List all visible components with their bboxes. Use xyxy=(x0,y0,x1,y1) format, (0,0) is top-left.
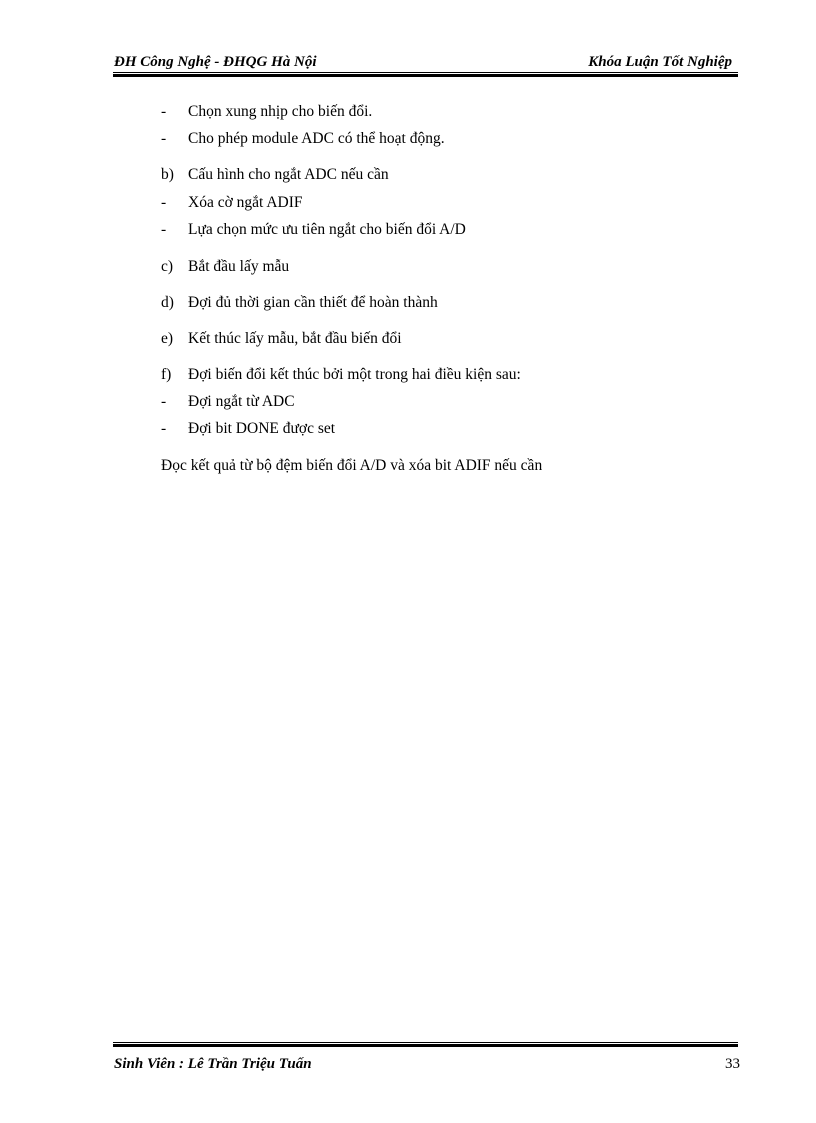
footer-rule xyxy=(113,1042,738,1048)
list-marker: b) xyxy=(161,166,174,183)
header-institution: ĐH Công Nghệ - ĐHQG Hà Nội xyxy=(114,54,317,70)
list-item-text: Đợi ngắt từ ADC xyxy=(188,393,295,410)
list-item-text: Kết thúc lấy mẫu, bắt đầu biến đổi xyxy=(188,330,402,347)
list-item-text: Cho phép module ADC có thể hoạt động. xyxy=(188,130,445,147)
footer-rule-thick xyxy=(113,1044,738,1047)
final-paragraph: Đọc kết quả từ bộ đệm biến đổi A/D và xóa bit ADIF nếu cần xyxy=(161,457,543,474)
list-item-text: Xóa cờ ngắt ADIF xyxy=(188,194,303,211)
list-marker: - xyxy=(161,221,167,238)
footer-author: Sinh Viên : Lê Trần Triệu Tuấn xyxy=(114,1056,312,1072)
list-marker: d) xyxy=(161,294,174,311)
list-item-text: Bắt đầu lấy mẫu xyxy=(188,258,290,275)
page-number: 33 xyxy=(725,1056,740,1072)
list-item-text: Đợi bit DONE được set xyxy=(188,420,336,437)
footer-rule-thin xyxy=(113,1042,738,1043)
list-marker: - xyxy=(161,130,167,147)
list-item-text: Chọn xung nhịp cho biến đổi. xyxy=(188,103,373,120)
list-marker: c) xyxy=(161,258,174,275)
list-marker: - xyxy=(161,393,167,410)
list-marker: - xyxy=(161,420,167,437)
page-footer xyxy=(113,1053,740,1075)
list-item-text: Cấu hình cho ngắt ADC nếu cần xyxy=(188,166,389,183)
list-item-text: Lựa chọn mức ưu tiên ngắt cho biến đổi A/D xyxy=(188,221,466,238)
list-item-text: Đợi đủ thời gian cần thiết để hoàn thành xyxy=(188,294,438,311)
header-document-type: Khóa Luận Tốt Nghiệp xyxy=(588,54,732,70)
list-marker: - xyxy=(161,103,167,120)
list-marker: - xyxy=(161,194,167,211)
list-item-text: Đợi biến đổi kết thúc bởi một trong hai điều kiện sau: xyxy=(188,366,521,383)
list-marker: f) xyxy=(161,366,172,383)
list-marker: e) xyxy=(161,330,174,347)
